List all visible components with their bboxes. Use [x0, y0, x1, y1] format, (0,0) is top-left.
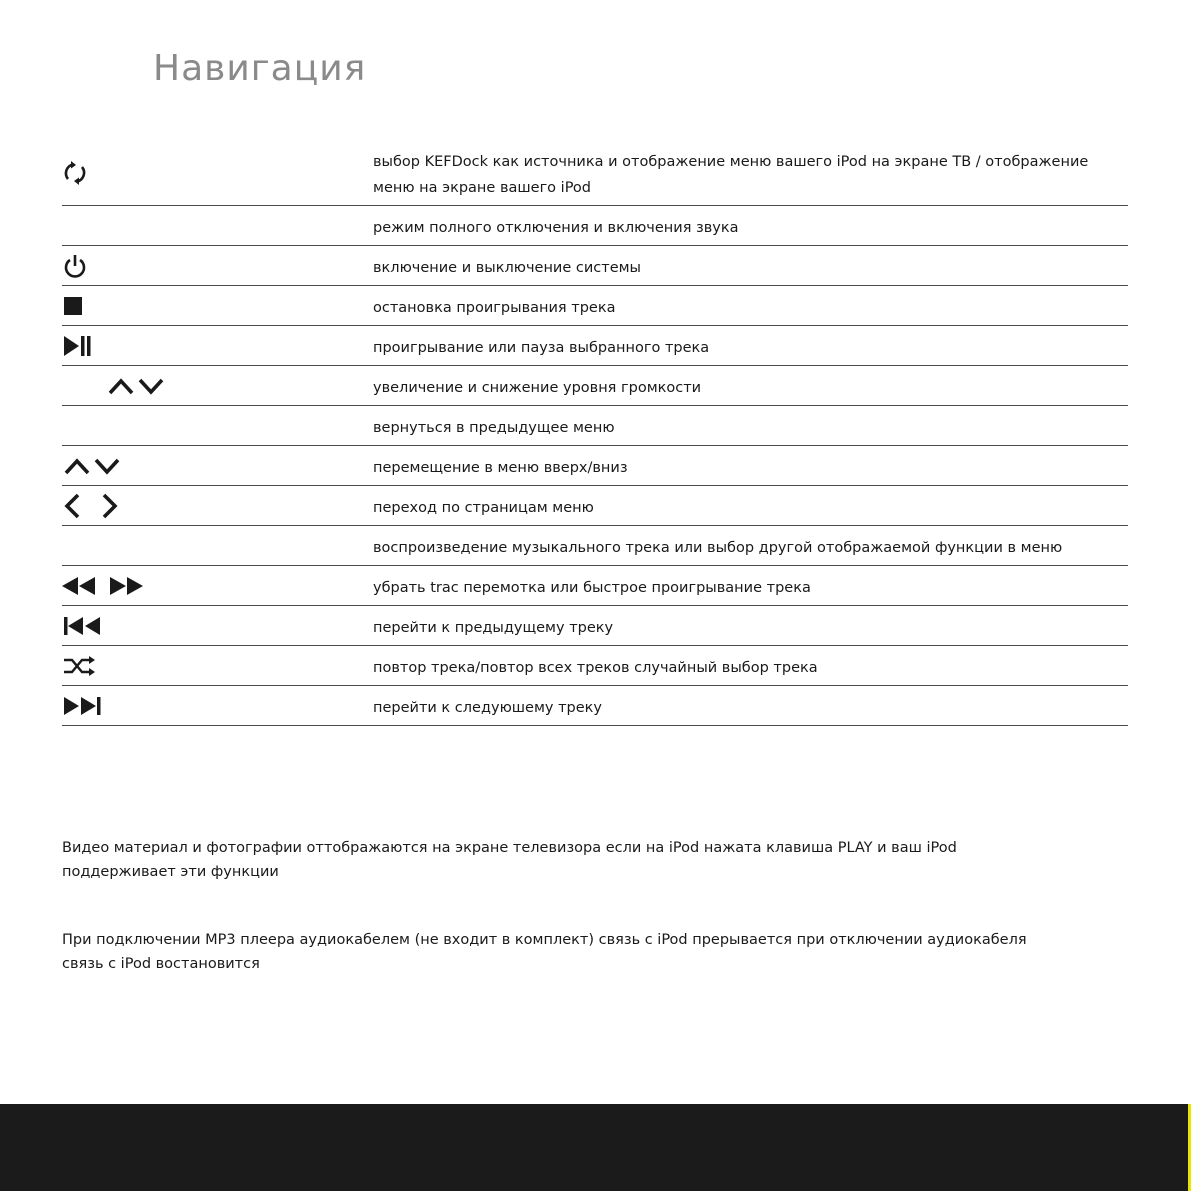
table-row [62, 286, 1128, 326]
power-icon [62, 253, 88, 279]
table-row [62, 140, 1128, 206]
table-row [62, 566, 1128, 606]
table-row [62, 326, 1128, 366]
table-row [62, 366, 1128, 406]
navigation-table [62, 140, 1128, 726]
row-description: убрать trac перемотка или быстрое проигрывание трека [373, 580, 811, 596]
row-description: режим полного отключения и включения звука [373, 220, 739, 236]
table-row [62, 446, 1128, 486]
shuffle-icon [64, 656, 96, 676]
row-description: воспроизведение музыкального трека или выбор другой отображаемой функции в меню [373, 540, 1063, 556]
row-description: перемещение в меню вверх/вниз [373, 460, 628, 476]
play-pause-icon [64, 336, 92, 356]
mp3-note: При подключении MP3 плеера аудиокабелем (не входит в комплект) связь с iPod прерывается при отключении аудиокабеля связь с iPod востановится [62, 932, 1027, 972]
table-row [62, 686, 1128, 726]
previous-track-icon [64, 616, 102, 636]
row-description: переход по страницам меню [373, 500, 594, 516]
repeat-cycle-icon [62, 160, 88, 186]
video-note: Видео материал и фотографии оттображаются на экране телевизора если на iPod нажата клавиша PLAY и ваш iPod поддерживает эти функции [62, 840, 957, 880]
stop-icon [64, 297, 82, 315]
table-row [62, 486, 1128, 526]
row-description: включение и выключение системы [373, 260, 642, 276]
row-description: остановка проигрывания трека [373, 300, 616, 316]
next-track-icon [64, 696, 102, 716]
table-row [62, 206, 1128, 246]
row-description: перейти к предыдущему треку [373, 620, 614, 636]
volume-up-down-icon [108, 376, 166, 396]
table-row [62, 646, 1128, 686]
page-title: Навигация [153, 48, 367, 89]
row-description: перейти к следуюшему треку [373, 700, 602, 716]
row-description: повтор трека/повтор всех треков случайный выбор трека [373, 660, 818, 676]
rewind-fast-forward-icon [62, 576, 146, 596]
row-description: вернуться в предыдущее меню [373, 420, 615, 436]
row-description: выбор KEFDock как источника и отображение меню вашего iPod на экране ТВ / отображение меню на экране вашего iPod [373, 154, 1089, 196]
up-down-icon [64, 456, 122, 476]
row-description: увеличение и снижение уровня громкости [373, 380, 702, 396]
table-row [62, 406, 1128, 446]
table-row [62, 526, 1128, 566]
left-right-icon [64, 493, 120, 519]
footer-bar [0, 1104, 1188, 1191]
table-row [62, 246, 1128, 286]
row-description: проигрывание или пауза выбранного трека [373, 340, 710, 356]
table-row [62, 606, 1128, 646]
